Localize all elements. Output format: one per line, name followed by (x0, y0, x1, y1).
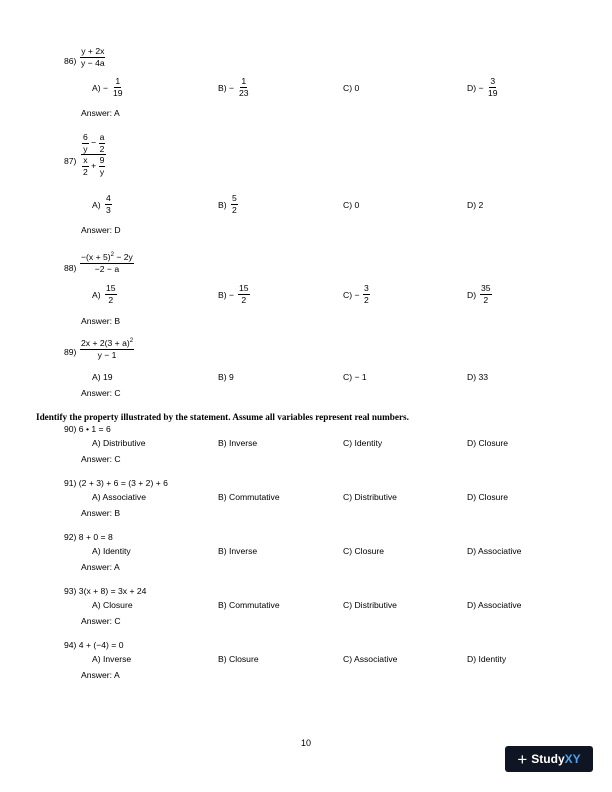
answer: Answer: B (81, 316, 121, 326)
choice-b: B) Commutative (218, 492, 280, 502)
choice-d-label: D) − (467, 83, 484, 93)
choice-a-fraction: $\frac{1}{19}$ (113, 76, 123, 98)
question-stem: 93) 3(x + 8) = 3x + 24 (64, 586, 147, 596)
choice-c: C) 0 (343, 83, 360, 93)
choice-c: C) Distributive (343, 492, 397, 502)
plus-icon: + (517, 749, 528, 769)
section-instruction: Identify the property illustrated by the statement. Assume all variables represent real numbers. (36, 412, 409, 422)
choice-c: C) − 1 (343, 372, 367, 382)
choice-a-label: A) − (92, 83, 108, 93)
question-expression: $\frac{y + 2x}{y - 4a}$ (81, 46, 105, 68)
choice-a: A) Distributive (92, 438, 146, 448)
choice-b-label: B) − (218, 290, 234, 300)
studyxy-logo[interactable] (505, 746, 593, 772)
choice-a: A) Associative (92, 492, 146, 502)
choice-c: C) Associative (343, 654, 398, 664)
choice-a-fraction: $\frac{4}{3}$ (106, 193, 111, 215)
choice-b-fraction: $\frac{1}{23}$ (239, 76, 249, 98)
choice-b: B) Inverse (218, 546, 258, 556)
answer: Answer: A (81, 670, 120, 680)
choice-c: C) Distributive (343, 600, 397, 610)
choice-a: A) Closure (92, 600, 133, 610)
choice-d-label: D) (467, 290, 477, 300)
choice-d: D) Closure (467, 492, 509, 502)
answer: Answer: A (81, 108, 120, 118)
question-expression: $\frac{2x + 2(3 + a)^2}{y - 1}$ (81, 338, 134, 360)
choice-c-fraction: $\frac{3}{2}$ (364, 283, 369, 305)
question-stem: 90) 6 • 1 = 6 (64, 424, 111, 434)
answer: Answer: C (81, 454, 121, 464)
choice-b-label: B) − (218, 83, 234, 93)
choice-d: D) 2 (467, 200, 484, 210)
choice-a-fraction: $\frac{15}{2}$ (106, 283, 116, 305)
choice-d-fraction: $\frac{3}{19}$ (488, 76, 498, 98)
choice-c: C) Identity (343, 438, 383, 448)
answer: Answer: C (81, 616, 121, 626)
choice-b-fraction: $\frac{15}{2}$ (239, 283, 249, 305)
question-stem: 94) 4 + (−4) = 0 (64, 640, 124, 650)
choice-d: D) 33 (467, 372, 489, 382)
question-complex-fraction: $\frac{6}{y}$ − $\frac{a}{2}$ $\frac{x}{2}$ + $\frac{9}{y}$ (83, 132, 105, 177)
question-expression: $\frac{-(x + 5)^2 - 2y}{-2 - a}$ (81, 252, 133, 274)
answer: Answer: C (81, 388, 121, 398)
answer: Answer: A (81, 562, 120, 572)
choice-c-label: C) − (343, 290, 360, 300)
question-number: 89) (64, 347, 77, 357)
question-stem: 91) (2 + 3) + 6 = (3 + 2) + 6 (64, 478, 168, 488)
answer: Answer: B (81, 508, 121, 518)
choice-b: B) Closure (218, 654, 259, 664)
choice-d: D) Associative (467, 546, 522, 556)
choice-d: D) Closure (467, 438, 509, 448)
choice-a: A) Identity (92, 546, 131, 556)
choice-b: B) Inverse (218, 438, 258, 448)
choice-b: B) 9 (218, 372, 234, 382)
choice-c: C) Closure (343, 546, 385, 556)
choice-d-fraction: $\frac{35}{2}$ (481, 283, 491, 305)
choice-b-label: B) (218, 200, 227, 210)
choice-d: D) Identity (467, 654, 507, 664)
answer: Answer: D (81, 225, 121, 235)
choice-a: A) Inverse (92, 654, 132, 664)
choice-c: C) 0 (343, 200, 360, 210)
choice-a: A) 19 (92, 372, 113, 382)
choice-b: B) Commutative (218, 600, 280, 610)
question-number: 87) (64, 156, 77, 166)
question-number: 88) (64, 263, 77, 273)
question-number: 86) (64, 56, 77, 66)
choice-d: D) Associative (467, 600, 522, 610)
choice-a-label: A) (92, 200, 101, 210)
choice-b-fraction: $\frac{5}{2}$ (232, 193, 237, 215)
page-number: 10 (300, 738, 311, 748)
choice-a-label: A) (92, 290, 101, 300)
logo-text: Study (531, 752, 565, 766)
logo-accent-text: XY (564, 752, 581, 766)
question-stem: 92) 8 + 0 = 8 (64, 532, 113, 542)
